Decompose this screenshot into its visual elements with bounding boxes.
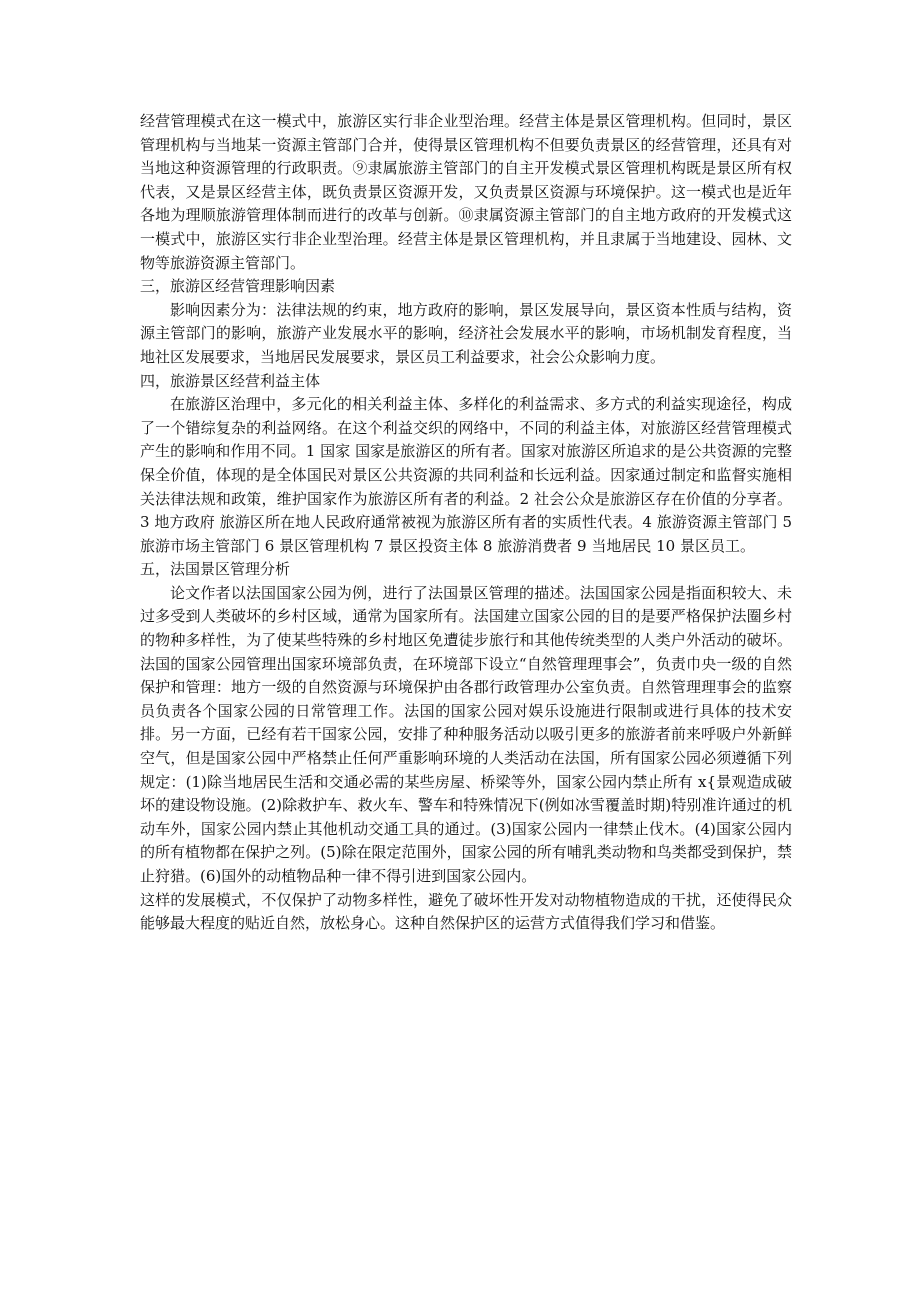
paragraph-management-models: 经营管理模式在这一模式中，旅游区实行非企业型治理。经营主体是景区管理机构。但同时，景区管理机构与当地某一资源主管部门合并，使得景区管理机构不但要负责景区的经营管理，还具有对当地这种资源管理的行政职责。⑨隶属旅游主管部门的自主开发模式景区管理机构既是景区所有权代表，又是景区经营主体，既负责景区资源开发，又负责景区资源与环境保护。这一模式也是近年各地为理顺旅游管理体制而进行的改革与创新。⑩隶属资源主管部门的自主地方政府的开发模式这一模式中，旅游区实行非企业型治理。经营主体是景区管理机构，并且隶属于当地建设、园林、文物等旅游资源主管部门。 <box>140 112 792 272</box>
paragraph-france-national-parks: 论文作者以法国国家公园为例，进行了法国景区管理的描述。法国国家公园是指面积较大、未过多受到人类破坏的乡村区域，通常为国家所有。法国建立国家公园的目的是要严格保护法圈乡村的物种多样性，为了使某些特殊的乡村地区免遭徒步旅行和其他传统类型的人类户外活动的破坏。法国的国家公园管理出国家环境部负责，在环境部下设立“自然管理理事会”，负责巾央一级的自然保护和管理：地方一级的自然资源与环境保护由各郡行政管理办公室负责。自然管理理事会的监察员负责各个国家公园的日常管理工作。法国的国家公园对娱乐设施进行限制或进行具体的技术安排。另一方面，已经有若干国家公园，安排了种种服务活动以吸引更多的旅游者前来呼吸户外新鲜空气，但是国家公园中严格禁止任何严重影响环境的人类活动在法国，所有国家公园必须遵循下列规定：(1)除当地居民生活和交通必需的某些房屋、桥梁等外，国家公园内禁止所有 x{景观造成破坏的建设物设施。(2)除救护车、救火车、警车和特殊情况下(例如冰雪覆盖时期)特别准许通过的机动车外，国家公园内禁止其他机动交通工具的通过。(3)国家公园内一律禁止伐木。(4)国家公园内的所有植物都在保护之列。(5)除在限定范围外，国家公园的所有哺乳类动物和鸟类都受到保护，禁止狩猎。(6)国外的动植物品种一律不得引进到国家公园内。 <box>140 583 792 885</box>
paragraph-conclusion: 这样的发展模式，不仅保护了动物多样性，避免了破坏性开发对动物植物造成的干扰，还使得民众能够最大程度的贴近自然，放松身心。这种自然保护区的运营方式值得我们学习和借鉴。 <box>140 890 792 933</box>
heading-stakeholders: 四，旅游景区经营利益主体 <box>140 371 321 390</box>
heading-france-analysis: 五，法国景区管理分析 <box>140 560 291 579</box>
heading-influencing-factors: 三，旅游区经营管理影响因素 <box>140 277 336 296</box>
paragraph-influencing-factors: 影响因素分为：法律法规的约束，地方政府的影响，景区发展导向，景区资本性质与结构，资源主管部门的影响，旅游产业发展水平的影响，经济社会发展水平的影响，市场机制发育程度，当地社区发展要求，当地居民发展要求，景区员工利益要求，社会公众影响力度。 <box>140 300 792 366</box>
paragraph-stakeholders: 在旅游区治理中，多元化的相关利益主体、多样化的利益需求、多方式的利益实现途径，构成了一个错综复杂的利益网络。在这个利益交织的网络中，不同的利益主体，对旅游区经营管理模式产生的影响和作用不同。1 国家 国家是旅游区的所有者。国家对旅游区所追求的是公共资源的完整保全价值，体现的是全体国民对景区公共资源的共同利益和长远利益。因家通过制定和监督实施相关法律法规和政策，维护国家作为旅游区所有者的利益。2 社会公众是旅游区存在价值的分享者。3 地方政府 旅游区所在地人民政府通常被视为旅游区所有者的实质性代表。4 旅游资源主管部门 5 旅游市场主管部门 6 景区管理机构 7 景区投资主体 8 旅游消费者 9 当地居民 10 景区员工。 <box>140 395 792 555</box>
document-body <box>140 110 792 936</box>
